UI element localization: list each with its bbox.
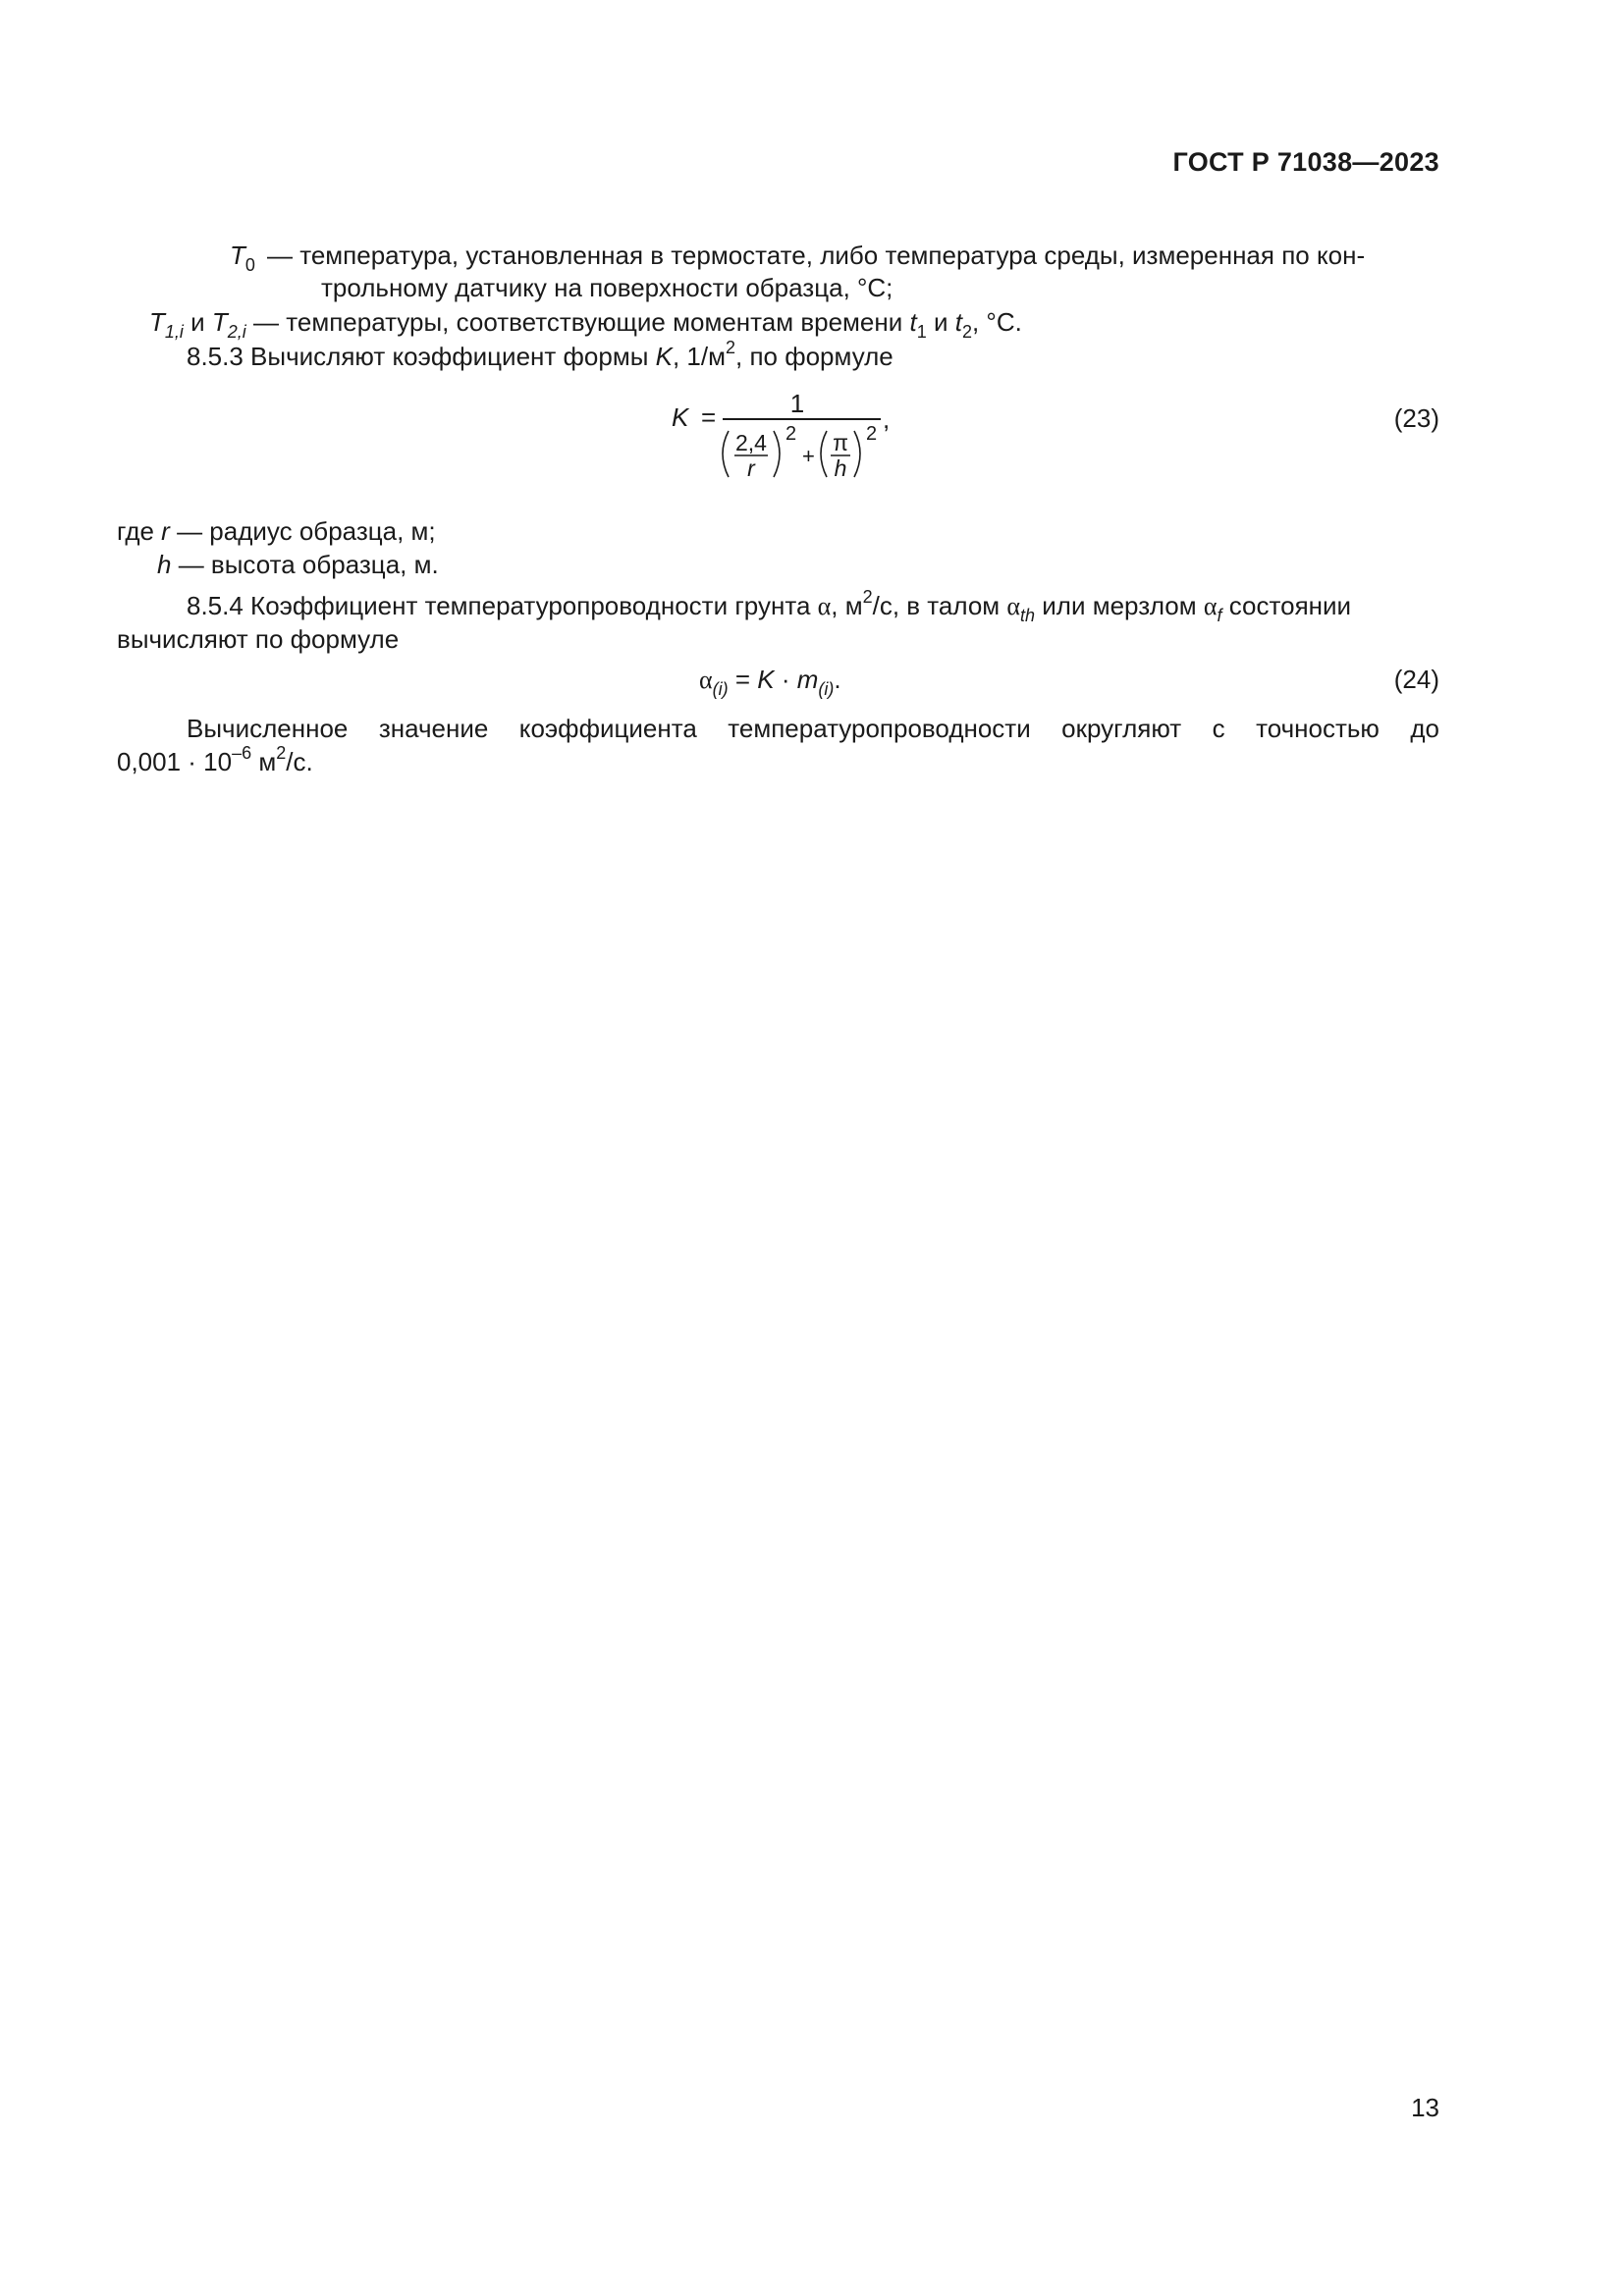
time1-sub: 1 — [916, 322, 927, 342]
formula-23-number: (23) — [1393, 403, 1439, 433]
p853-text: 8.5.3 Вычисляют коэффициент формы — [187, 342, 656, 371]
formula24-dot: · — [774, 665, 797, 694]
where-h-var: h — [157, 550, 172, 579]
formula24-eq: = — [728, 665, 758, 694]
time2-var: t — [954, 307, 962, 337]
t12-tail: , °С. — [971, 307, 1022, 337]
formula24-alpha: α — [699, 666, 713, 694]
document-header: ГОСТ Р 71038—2023 — [1172, 147, 1439, 177]
formula23-lhs: K — [672, 402, 689, 432]
t1-sub: 1,i — [164, 322, 184, 342]
where-h-text: — высота образца, м. — [171, 550, 439, 579]
p854-f: f — [1217, 606, 1222, 625]
formula24-sub1: (i) — [712, 679, 729, 699]
formula23-numerator: 1 — [789, 389, 805, 418]
where-h — [157, 548, 439, 581]
formula23-frac2-num: π — [833, 430, 848, 455]
t2-sub: 2,i — [227, 322, 246, 342]
formula23-comma: , — [883, 404, 891, 434]
p854-text: 8.5.4 Коэффициент температуропроводности грунта — [187, 591, 818, 620]
p854-tail: состоянии — [1221, 591, 1352, 620]
def-t0-line1: — температура, установленная в термостате, либо температура среды, измеренная по кон- — [267, 240, 1366, 270]
final-paragraph-line1: Вычисленное значение коэффициента температуропроводности округляют с точностью до — [187, 714, 1439, 743]
def-t0-line2: трольному датчику на поверхности образца, °С; — [321, 273, 893, 302]
formula23-exp-1: 2 — [785, 423, 797, 445]
def-t0-symbol — [230, 239, 255, 275]
formula24-sub2: (i) — [818, 679, 835, 699]
formula23-exp-2: 2 — [866, 423, 878, 445]
formula-24 — [699, 663, 841, 697]
formula23-plus: + — [802, 444, 815, 468]
p854-alpha: α — [817, 592, 832, 620]
formula24-end: . — [834, 665, 841, 694]
p853-unit: , 1/м — [672, 342, 726, 371]
p853-unit-sup: 2 — [725, 338, 735, 357]
p854-unit-sup: 2 — [862, 587, 873, 607]
formula23-paren-close-2 — [854, 431, 860, 477]
p854-alpha-th: α — [1006, 592, 1021, 620]
formula23-frac1-num: 2,4 — [735, 430, 767, 455]
formula23-paren-open-2 — [821, 431, 827, 477]
formula-23 — [658, 383, 913, 501]
time2-sub: 2 — [961, 322, 972, 342]
paragraph-8-5-3 — [187, 340, 893, 373]
p854-or: или мерзлом — [1035, 591, 1204, 620]
p853-tail: , по формуле — [735, 342, 893, 371]
where-r-var: r — [161, 516, 170, 546]
page-number: 13 — [1411, 2093, 1439, 2122]
t0-var: T — [230, 240, 245, 270]
formula23-eq: = — [701, 402, 717, 432]
where-r-text: — радиус образца, м; — [169, 516, 436, 546]
and-1: и — [183, 307, 212, 337]
formula23-frac1-den: r — [747, 455, 755, 481]
final-c: /с. — [286, 747, 313, 776]
t12-text: — температуры, соответствующие моментам времени — [245, 307, 910, 337]
p854-mid: /с, в талом — [872, 591, 1007, 620]
t1-var: T — [149, 307, 165, 337]
formula23-paren-close-1 — [774, 431, 780, 477]
time1-var: t — [909, 307, 917, 337]
final-sup: –6 — [232, 743, 252, 763]
t2-var: T — [211, 307, 228, 337]
formula24-m: m — [796, 665, 819, 694]
def-t12 — [149, 305, 1022, 342]
p854-th: th — [1020, 606, 1036, 625]
formula23-frac2-den: h — [834, 455, 847, 481]
final-paragraph-line2 — [117, 745, 313, 778]
final-b: м — [251, 747, 277, 776]
where-r — [117, 514, 436, 548]
p854-unit: , м — [831, 591, 863, 620]
final-sup2: 2 — [276, 743, 287, 763]
p854-alpha-f: α — [1203, 592, 1218, 620]
formula-24-number: (24) — [1393, 665, 1439, 694]
paragraph-8-5-4-line1 — [187, 589, 1351, 623]
p853-var: K — [655, 342, 673, 371]
formula23-paren-open-1 — [723, 431, 729, 477]
paragraph-8-5-4-line2: вычисляют по формуле — [117, 624, 400, 654]
final-a: 0,001 · 10 — [117, 747, 233, 776]
where-prefix: где — [117, 516, 162, 546]
t0-sub: 0 — [244, 255, 255, 275]
formula24-k: K — [757, 665, 775, 694]
and-2: и — [926, 307, 955, 337]
